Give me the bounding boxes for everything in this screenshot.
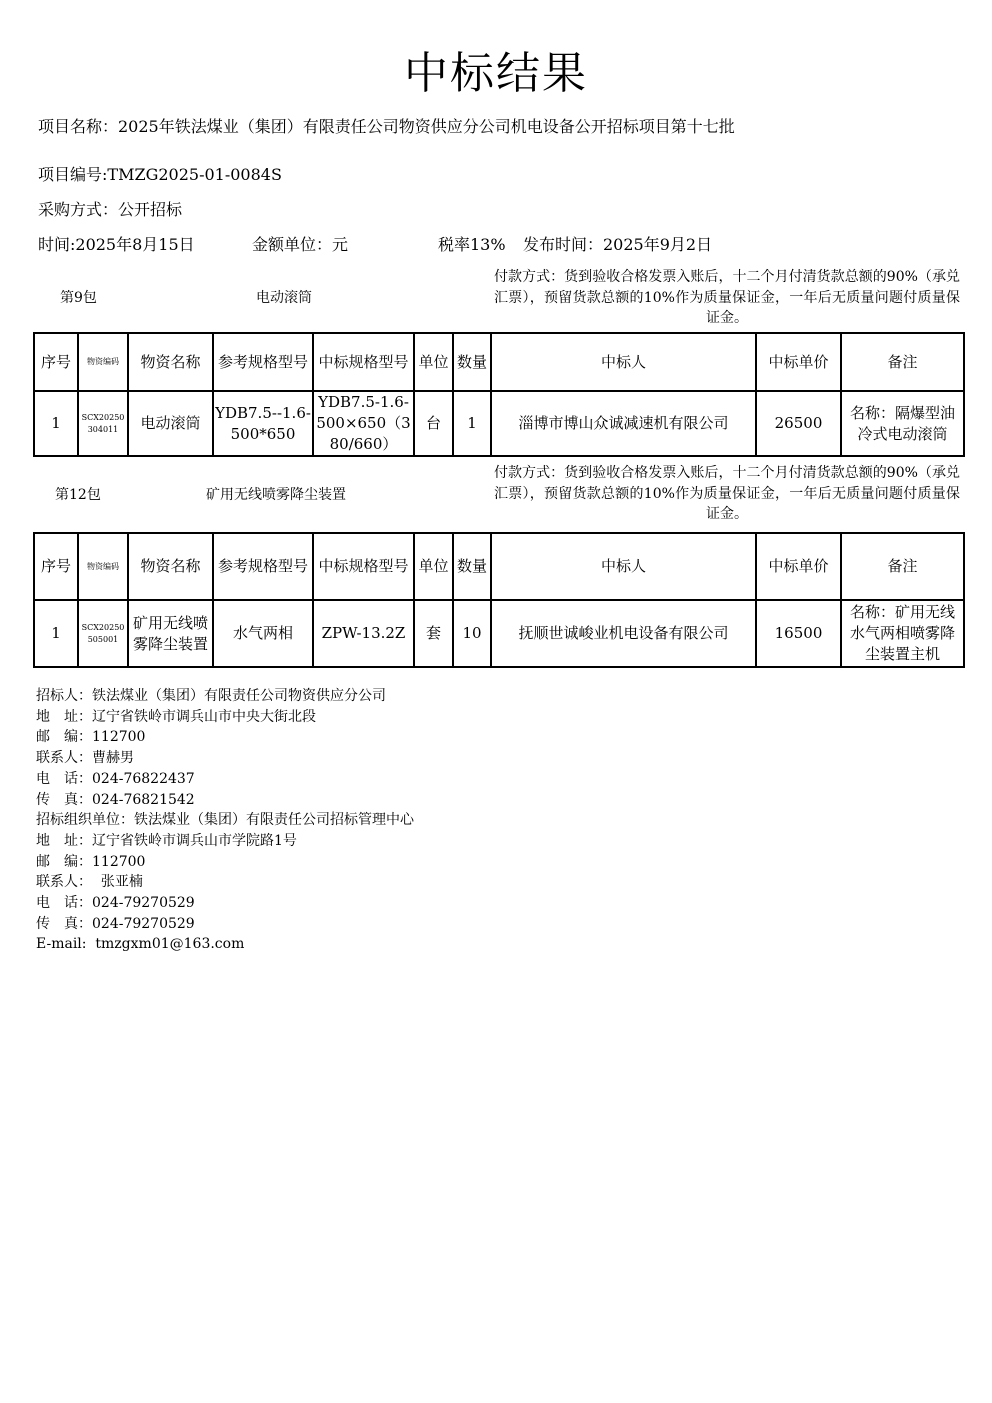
cell-name: 电动滚筒 xyxy=(128,391,213,456)
agency: 招标组织单位：铁法煤业（集团）有限责任公司招标管理中心 xyxy=(36,812,414,829)
cell-unit: 套 xyxy=(414,600,453,667)
cell-name: 矿用无线喷雾降尘装置 xyxy=(128,600,213,667)
agency-phone: 电 话：024-79270529 xyxy=(36,895,195,912)
procurement-method: 采购方式：公开招标 xyxy=(38,200,183,219)
header-remark: 备注 xyxy=(841,533,964,600)
table-row xyxy=(34,391,964,456)
project-code: 项目编号:TMZG2025-01-0084S xyxy=(38,165,282,184)
cell-ref-spec: YDB7.5--1.6-500*650 xyxy=(213,391,313,456)
header-remark: 备注 xyxy=(841,333,964,391)
header-name: 物资名称 xyxy=(128,533,213,600)
cell-ref-spec: 水气两相 xyxy=(213,600,313,667)
header-seq: 序号 xyxy=(34,533,78,600)
tenderer: 招标人：铁法煤业（集团）有限责任公司物资供应分公司 xyxy=(36,688,386,704)
cell-bid-spec: ZPW-13.2Z xyxy=(313,600,414,667)
cell-winner: 抚顺世诚峻业机电设备有限公司 xyxy=(491,600,756,667)
package-label: 第9包 xyxy=(60,290,97,306)
package-item: 矿用无线喷雾降尘装置 xyxy=(206,487,346,503)
cell-code: SCX20250304011 xyxy=(78,391,128,456)
tenderer-phone: 电 话：024-76822437 xyxy=(36,770,195,787)
bid-table-package-9 xyxy=(33,332,965,457)
cell-seq: 1 xyxy=(34,391,78,456)
header-qty: 数量 xyxy=(453,333,491,391)
agency-postcode: 邮 编：112700 xyxy=(36,853,146,870)
agency-address: 地 址：辽宁省铁岭市调兵山市学院路1号 xyxy=(36,832,297,849)
email: E-mail: tmzgxm01@163.com xyxy=(36,936,245,953)
cell-seq: 1 xyxy=(34,600,78,667)
cell-qty: 10 xyxy=(453,600,491,667)
tax-rate: 税率13% xyxy=(438,235,506,254)
header-name: 物资名称 xyxy=(128,333,213,391)
header-code: 物资编码 xyxy=(78,533,128,600)
cell-remark: 名称：隔爆型油冷式电动滚筒 xyxy=(841,391,964,456)
header-ref-spec: 参考规格型号 xyxy=(213,533,313,600)
tenderer-address: 地 址：辽宁省铁岭市调兵山市中央大街北段 xyxy=(36,708,316,725)
bid-table-package-12 xyxy=(33,532,965,668)
cell-bid-spec: YDB7.5-1.6-500×650（380/660） xyxy=(313,391,414,456)
payment-terms: 付款方式：货到验收合格发票入账后，十二个月付清货款总额的90%（承兑汇票），预留货款总额的10%作为质量保证金，一年后无质量问题付质量保证金。 xyxy=(494,269,960,326)
project-name: 项目名称：2025年铁法煤业（集团）有限责任公司物资供应分公司机电设备公开招标项目第十七批 xyxy=(38,117,735,136)
header-seq: 序号 xyxy=(34,333,78,391)
header-unit: 单位 xyxy=(414,533,453,600)
cell-unit-price: 26500 xyxy=(756,391,841,456)
cell-remark: 名称：矿用无线水气两相喷雾降尘装置主机 xyxy=(841,600,964,667)
header-qty: 数量 xyxy=(453,533,491,600)
package-item: 电动滚筒 xyxy=(256,290,312,306)
publish-time: 发布时间：2025年9月2日 xyxy=(523,235,713,254)
payment-terms: 付款方式：货到验收合格发票入账后，十二个月付清货款总额的90%（承兑汇票），预留货款总额的10%作为质量保证金，一年后无质量问题付质量保证金。 xyxy=(494,465,960,522)
agency-contact: 联系人： 张亚楠 xyxy=(36,874,143,891)
agency-fax: 传 真：024-79270529 xyxy=(36,915,195,932)
tenderer-contact: 联系人：曹赫男 xyxy=(36,750,134,767)
header-winner: 中标人 xyxy=(491,533,756,600)
header-winner: 中标人 xyxy=(491,333,756,391)
contact-block xyxy=(36,686,414,955)
header-unit-price: 中标单价 xyxy=(756,333,841,391)
header-ref-spec: 参考规格型号 xyxy=(213,333,313,391)
cell-qty: 1 xyxy=(453,391,491,456)
cell-unit-price: 16500 xyxy=(756,600,841,667)
header-bid-spec: 中标规格型号 xyxy=(313,533,414,600)
tenderer-fax: 传 真：024-76821542 xyxy=(36,791,195,808)
cell-code: SCX20250505001 xyxy=(78,600,128,667)
cell-winner: 淄博市博山众诚减速机有限公司 xyxy=(491,391,756,456)
header-code: 物资编码 xyxy=(78,333,128,391)
table-row xyxy=(34,600,964,667)
amount-unit: 金额单位：元 xyxy=(252,235,349,254)
header-bid-spec: 中标规格型号 xyxy=(313,333,414,391)
header-unit: 单位 xyxy=(414,333,453,391)
cell-unit: 台 xyxy=(414,391,453,456)
tenderer-postcode: 邮 编：112700 xyxy=(36,729,146,746)
page-title: 中标结果 xyxy=(404,48,588,99)
package-label: 第12包 xyxy=(55,487,101,503)
tender-time: 时间:2025年8月15日 xyxy=(38,235,195,254)
header-unit-price: 中标单价 xyxy=(756,533,841,600)
